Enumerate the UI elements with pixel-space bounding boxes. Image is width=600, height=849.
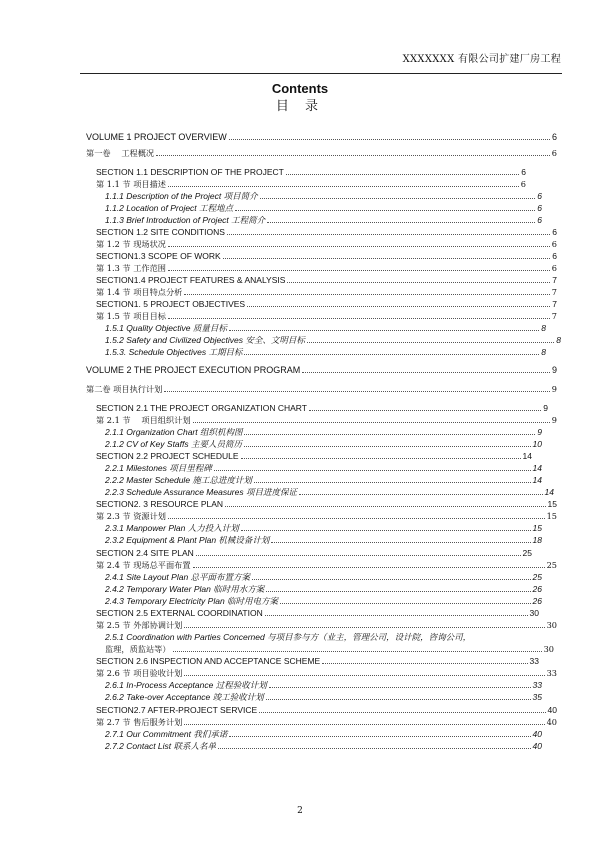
contents-title-chinese: 目 录 (275, 99, 325, 114)
dot-leader (241, 529, 531, 531)
toc-entry-page: 10 (532, 439, 542, 449)
dot-leader (244, 445, 531, 447)
toc-entry[interactable] (96, 287, 557, 298)
dot-leader (225, 505, 545, 507)
toc-entry-label: 2.7.1 Our Commitment 我们承诺 (105, 729, 228, 739)
dot-leader (267, 221, 535, 223)
dot-leader (223, 257, 551, 259)
toc-entry[interactable] (96, 167, 526, 178)
dot-leader (302, 371, 550, 373)
toc-entry-label: 2.6.1 In-Process Acceptance 过程验收计划 (105, 680, 267, 690)
toc-entry-page: 40 (546, 717, 557, 727)
toc-entry-label: 第 2.6 节 项目验收计划 (96, 668, 183, 678)
toc-entry-label: 监理，质监站等） (105, 644, 171, 654)
toc-entry-label: 2.3.1 Manpower Plan 人力投入计划 (105, 523, 239, 533)
toc-entry[interactable] (105, 323, 546, 334)
toc-entry[interactable] (105, 463, 542, 474)
dot-leader (229, 138, 550, 140)
toc-entry-page: 33 (546, 668, 557, 678)
page-number: 2 (297, 806, 303, 816)
toc-entry[interactable] (105, 203, 542, 214)
dot-leader (168, 185, 519, 187)
toc-entry-page: 14 (544, 487, 554, 497)
toc-entry[interactable] (96, 415, 557, 426)
dot-leader (235, 209, 535, 211)
toc-entry-label: 第 1.4 节 项目特点分析 (96, 287, 183, 297)
toc-entry-page: 18 (532, 535, 542, 545)
toc-entry-label: 第 2.5 节 外部协调计划 (96, 620, 183, 630)
toc-entry-label: 2.4.1 Site Layout Plan 总平面布置方案 (105, 572, 251, 582)
toc-entry-label: SECTION 2.6 INSPECTION AND ACCEPTANCE SCHEME (96, 656, 321, 666)
toc-entry-label: 2.1.1 Organization Chart 组织机构图 (105, 427, 243, 437)
toc-entry-page: 15 (547, 499, 557, 509)
toc-entry[interactable] (105, 572, 542, 583)
toc-entry[interactable] (105, 439, 542, 450)
toc-entry[interactable] (96, 499, 557, 510)
toc-entry-label: 第一卷 工程概况 (86, 148, 155, 158)
toc-entry-label: 第 2.4 节 现场总平面布置 (96, 560, 191, 570)
toc-entry-page: 14 (522, 451, 532, 461)
toc-entry[interactable] (105, 475, 542, 486)
toc-entry-page: 7 (551, 287, 557, 297)
dot-leader (286, 173, 519, 175)
toc-entry-page: 14 (532, 475, 542, 485)
toc-entry-label: 第二卷 项目执行计划 (86, 384, 163, 394)
dot-leader (168, 317, 550, 319)
dot-leader (184, 723, 544, 725)
running-header: XXXXXXX 有限公司扩建厂房工程 (402, 54, 561, 65)
dot-leader (214, 469, 531, 471)
toc-entry-page: 35 (532, 692, 542, 702)
dot-leader (271, 541, 530, 543)
toc-entry-page: 14 (532, 463, 542, 473)
toc-entry-page: 8 (541, 323, 546, 333)
toc-entry-page: 6 (537, 203, 542, 213)
toc-entry[interactable] (105, 644, 554, 655)
toc-entry-page: 6 (520, 179, 526, 189)
dot-leader (259, 711, 545, 713)
dot-leader (266, 698, 531, 700)
toc-entry[interactable] (105, 741, 542, 752)
toc-entry[interactable] (96, 451, 532, 462)
dot-leader (260, 197, 536, 199)
toc-entry[interactable] (96, 668, 557, 679)
dot-leader (265, 614, 528, 616)
toc-entry-label: SECTION 1.2 SITE CONDITIONS (96, 227, 225, 237)
toc-entry-label: SECTION 2.5 EXTERNAL COORDINATION (96, 608, 263, 618)
toc-entry-label: 1.5.2 Safety and Civilized Objectives 安全、文明目标 (105, 335, 305, 345)
dot-leader (229, 329, 539, 331)
dot-leader (266, 590, 530, 592)
toc-entry[interactable] (96, 299, 557, 310)
toc-entry[interactable] (105, 487, 554, 498)
toc-entry[interactable] (105, 335, 561, 346)
toc-entry-page: 33 (532, 680, 542, 690)
dot-leader (287, 281, 550, 283)
toc-entry-label: SECTION1.3 SCOPE OF WORK (96, 251, 221, 261)
toc-entry-label: 第 2.7 节 售后服务计划 (96, 717, 183, 727)
dot-leader (229, 735, 530, 737)
toc-entry[interactable] (96, 179, 526, 190)
toc-entry-label: 1.1.3 Brief Introduction of Project 工程简介 (105, 215, 266, 225)
toc-entry-label: 2.4.2 Temporary Water Plan 临时用水方案 (105, 584, 265, 594)
toc-entry-label: 2.4.3 Temporary Electricity Plan 临时用电方案 (105, 596, 279, 606)
toc-entry-label: 2.2.1 Milestones 项目里程碑 (105, 463, 212, 473)
toc-entry-label: 2.1.2 CV of Key Staffs 主要人员简历 (105, 439, 242, 449)
toc-entry-label: 第 2.3 节 资源计划 (96, 511, 166, 521)
dot-leader (244, 433, 535, 435)
toc-entry[interactable] (96, 275, 557, 286)
toc-entry-label: 1.5.3. Schedule Objectives 工期目标 (105, 347, 243, 357)
dot-leader (184, 626, 544, 628)
dot-leader (322, 662, 527, 664)
toc-entry-page: 7 (552, 275, 557, 285)
toc-entry-page: 40 (532, 741, 542, 751)
toc-entry[interactable] (105, 535, 542, 546)
dot-leader (164, 390, 549, 392)
toc-entry[interactable] (105, 692, 542, 703)
toc-entry-page: 9 (543, 403, 548, 413)
toc-entry-page: 6 (551, 148, 557, 158)
toc-entry-page: 25 (532, 572, 542, 582)
toc-entry[interactable] (96, 227, 557, 238)
dot-leader (280, 602, 530, 604)
toc-entry-page: 15 (546, 511, 557, 521)
toc-entry[interactable] (96, 511, 557, 522)
dot-leader (156, 154, 550, 156)
toc-entry[interactable] (105, 680, 542, 691)
toc-entry-label: 2.2.2 Master Schedule 施工总进度计划 (105, 475, 252, 485)
dot-leader (307, 341, 554, 343)
toc-entry[interactable] (105, 347, 546, 358)
toc-entry[interactable] (105, 729, 542, 740)
dot-leader (227, 233, 550, 235)
toc-entry[interactable] (96, 311, 557, 322)
toc-entry-label: 1.5.1 Quality Objective 质量目标 (105, 323, 227, 333)
toc-entry-page: 8 (541, 347, 546, 357)
dot-leader (168, 245, 550, 247)
toc-entry-page: 40 (532, 729, 542, 739)
toc-entry-page: 25 (546, 560, 557, 570)
toc-entry-label: 第 1.3 节 工作范围 (96, 263, 166, 273)
dot-leader (193, 566, 545, 568)
toc-entry-page: 7 (551, 311, 557, 321)
toc-entry-label: SECTION 2.4 SITE PLAN (96, 548, 194, 558)
toc-entry[interactable] (96, 705, 557, 716)
toc-entry-page: 26 (532, 596, 542, 606)
toc-entry-label: 第 1.5 节 项目目标 (96, 311, 166, 321)
toc-entry[interactable] (96, 263, 557, 274)
dot-leader (309, 409, 541, 411)
toc-entry-label: SECTION2. 3 RESOURCE PLAN (96, 499, 224, 509)
toc-entry-page: 6 (551, 132, 557, 142)
toc-entry[interactable] (96, 717, 557, 728)
toc-entry-label: SECTION1.4 PROJECT FEATURES & ANALYSIS (96, 275, 286, 285)
toc-entry-page: 6 (552, 227, 557, 237)
toc-entry[interactable] (105, 427, 542, 438)
toc-entry[interactable] (105, 584, 542, 595)
dot-leader (173, 650, 542, 652)
toc-entry-page: 6 (551, 263, 557, 273)
toc-entry-label: SECTION2.7 AFTER-PROJECT SERVICE (96, 705, 258, 715)
dot-leader (299, 493, 543, 495)
toc-entry-page: 6 (521, 167, 526, 177)
toc-entry-page: 40 (547, 705, 557, 715)
toc-entry-page: 25 (522, 548, 532, 558)
toc-entry-label: SECTION 1.1 DESCRIPTION OF THE PROJECT (96, 167, 284, 177)
toc-entry-page: 26 (532, 584, 542, 594)
dot-leader (244, 353, 539, 355)
dot-leader (254, 481, 531, 483)
toc-entry[interactable] (105, 191, 542, 202)
toc-entry-page: 30 (529, 608, 539, 618)
toc-entry-label: 2.7.2 Contact List 联系人名单 (105, 741, 217, 751)
toc-entry-page: 15 (532, 523, 542, 533)
contents-title: Contents (271, 81, 329, 96)
toc-entry[interactable] (86, 132, 557, 143)
toc-entry[interactable] (96, 251, 557, 262)
toc-entry-label: 1.1.2 Location of Project 工程地点 (105, 203, 234, 213)
toc-entry[interactable] (105, 632, 557, 643)
toc-entry-page: 9 (537, 427, 542, 437)
toc-entry[interactable] (105, 215, 542, 226)
toc-entry-page: 6 (537, 191, 542, 201)
toc-entry-label: 2.3.2 Equipment & Plant Plan 机械设备计划 (105, 535, 270, 545)
toc-entry[interactable] (96, 239, 557, 250)
toc-entry[interactable] (96, 403, 548, 414)
dot-leader (252, 578, 530, 580)
dot-leader (241, 457, 521, 459)
dot-leader (168, 269, 550, 271)
dot-leader (247, 305, 550, 307)
toc-entry-page: 9 (551, 384, 557, 394)
toc-entry-page: 6 (551, 239, 557, 249)
toc-entry-page: 30 (543, 644, 554, 654)
toc-entry-label: 第 1.2 节 现场状况 (96, 239, 166, 249)
toc-entry-page: 7 (552, 299, 557, 309)
toc-entry-label: VOLUME 1 PROJECT OVERVIEW (86, 132, 227, 142)
toc-entry-label: VOLUME 2 THE PROJECT EXECUTION PROGRAM (86, 365, 301, 375)
toc-entry[interactable] (96, 548, 532, 559)
toc-entry[interactable] (96, 620, 557, 631)
toc-entry-page: 9 (551, 415, 557, 425)
toc-entry-label: 2.5.1 Coordination with Parties Concerned 与项目参与方（业主，管理公司，设计院，咨询公司， (105, 632, 472, 642)
toc-entry-page: 30 (546, 620, 557, 630)
dot-leader (168, 517, 545, 519)
toc-entry-label: 2.6.2 Take-over Acceptance 竣工验收计划 (105, 692, 264, 702)
toc-entry-page: 9 (551, 365, 557, 375)
toc-entry-label: SECTION 2.2 PROJECT SCHEDULE (96, 451, 239, 461)
dot-leader (196, 554, 521, 556)
toc-entry[interactable] (86, 365, 557, 376)
toc-entry-label: 第 1.1 节 项目描述 (96, 179, 166, 189)
toc-entry-page: 6 (537, 215, 542, 225)
toc-entry-label: 2.2.3 Schedule Assurance Measures 项目进度保证 (105, 487, 297, 497)
toc-entry[interactable] (105, 596, 542, 607)
toc-entry[interactable] (96, 560, 557, 571)
toc-entry[interactable] (105, 523, 542, 534)
dot-leader (193, 421, 550, 423)
toc-entry[interactable] (86, 384, 557, 395)
dot-leader (269, 686, 531, 688)
toc-entry-label: 1.1.1 Description of the Project 项目简介 (105, 191, 258, 201)
toc-entry-page: 6 (552, 251, 557, 261)
toc-entry[interactable] (96, 608, 539, 619)
toc-entry-label: SECTION1. 5 PROJECT OBJECTIVES (96, 299, 246, 309)
dot-leader (184, 293, 549, 295)
toc-entry-label: SECTION 2.1 THE PROJECT ORGANIZATION CHART (96, 403, 307, 413)
toc-entry[interactable] (96, 656, 539, 667)
toc-entry-page: 8 (556, 335, 561, 345)
dot-leader (218, 747, 531, 749)
toc-entry-page: 33 (529, 656, 539, 666)
toc-entry[interactable] (86, 148, 557, 159)
toc-entry-label: 第 2.1 节 项目组织计划 (96, 415, 191, 425)
dot-leader (184, 674, 544, 676)
